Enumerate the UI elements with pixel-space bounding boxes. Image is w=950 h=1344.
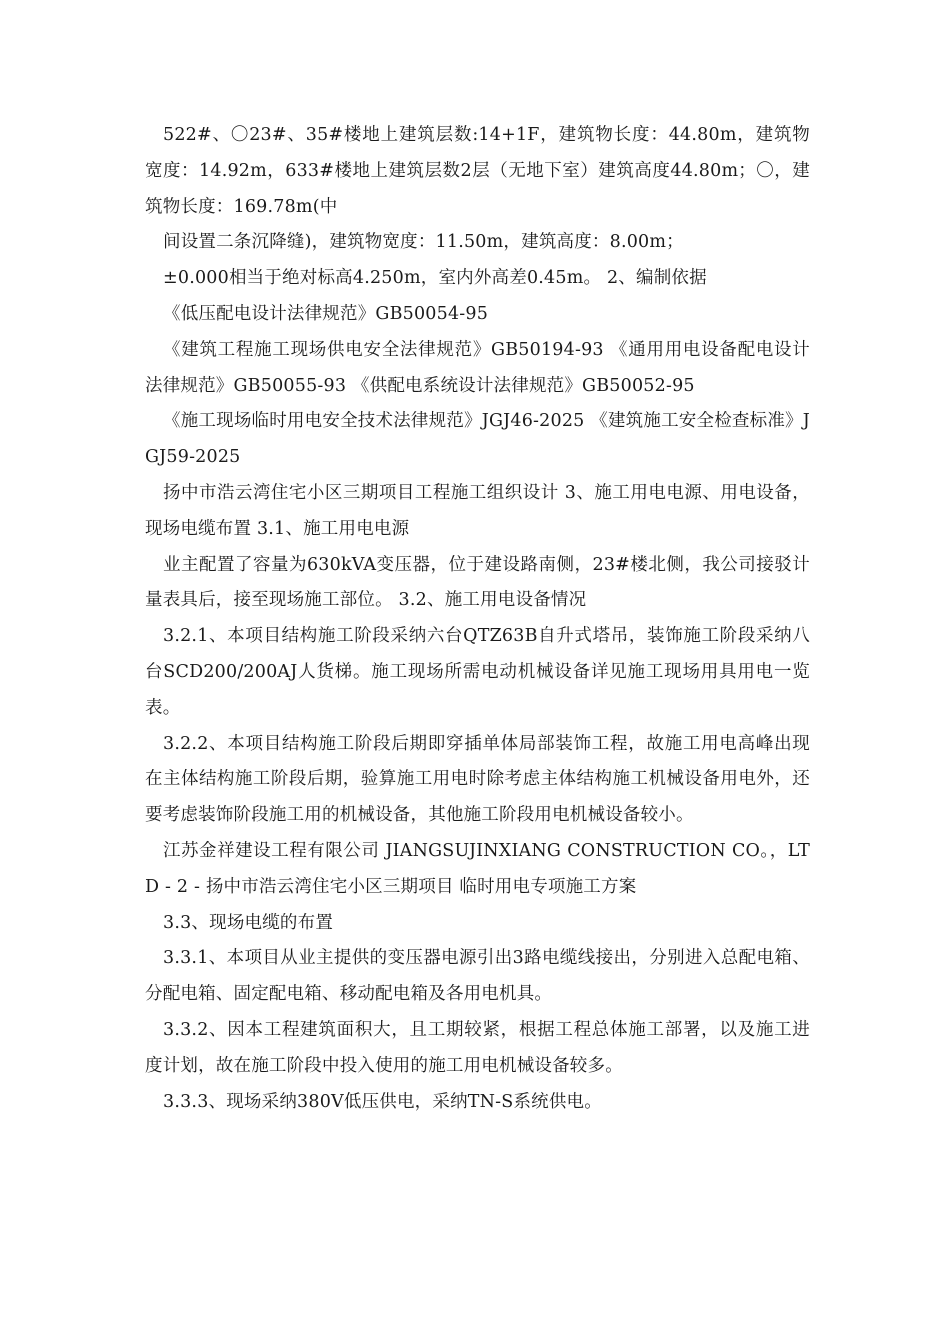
paragraph-3-3-heading: 3.3、现场电缆的布置 xyxy=(163,912,334,933)
paragraph-project-overview: 522#、〇23#、35#楼地上建筑层数:14+1F，建筑物长度：44.80m，建筑物宽度：14.92m，633#楼地上建筑层数2层（无地下室）建筑高度44.80m；〇，建筑物长度：169.78m(中 xyxy=(145,125,810,217)
paragraph-3-3-2: 3.3.2、因本工程建筑面积大，且工期较紧，根据工程总体施工部署，以及施工进度计划，故在施工阶段中投入使用的施工用电机械设备较多。 xyxy=(145,1019,810,1076)
paragraph-3-2-2: 3.2.2、本项目结构施工阶段后期即穿插单体局部装饰工程，故施工用电高峰出现在主体结构施工阶段后期，验算施工用电时除考虑主体结构施工机械设备用电外，还要考虑装饰阶段施工用的机械设备，其他施工阶段用电机械设备较小。 xyxy=(145,733,810,826)
paragraph-standard-gb50054: 《低压配电设计法律规范》GB50054-95 xyxy=(163,303,489,324)
document-body xyxy=(145,118,810,1120)
paragraph-transformer: 业主配置了容量为630kVA变压器，位于建设路南侧，23#楼北侧，我公司接驳计量表具后，接至现场施工部位。 3.2、施工用电设备情况 xyxy=(145,554,810,611)
paragraph-3-3-3: 3.3.3、现场采纳380V低压供电，采纳TN-S系统供电。 xyxy=(163,1091,602,1112)
paragraph-3-3-1: 3.3.1、本项目从业主提供的变压器电源引出3路电缆线接出，分别进入总配电箱、分配电箱、固定配电箱、移动配电箱及各用电机具。 xyxy=(145,948,810,1005)
paragraph-standards-gb50194: 《建筑工程施工现场供电安全法律规范》GB50194-93 《通用用电设备配电设计法律规范》GB50055-93 《供配电系统设计法律规范》GB50052-95 xyxy=(145,339,810,396)
paragraph-3-2-1: 3.2.1、本项目结构施工阶段采纳六台QTZ63B自升式塔吊，装饰施工阶段采纳八台SCD200/200AJ人货梯。施工现场所需电动机械设备详见施工现场用具用电一览表。 xyxy=(145,626,810,718)
paragraph-page-footer-header: 江苏金祥建设工程有限公司 JIANGSUJINXIANG CONSTRUCTION CO。，LTD - 2 - 扬中市浩云湾住宅小区三期项目 临时用电专项施工方案 xyxy=(145,840,810,897)
paragraph-standards-jgj46: 《施工现场临时用电安全技术法律规范》JGJ46-2025 《建筑施工安全检查标准》JGJ59-2025 xyxy=(145,411,810,468)
paragraph-power-source-heading: 扬中市浩云湾住宅小区三期项目工程施工组织设计 3、施工用电电源、用电设备，现场电缆布置 3.1、施工用电电源 xyxy=(145,482,810,539)
paragraph-settlement-joints: 间设置二条沉降缝)，建筑物宽度：11.50m，建筑高度：8.00m； xyxy=(163,232,684,253)
paragraph-elevation-basis: ±0.000相当于绝对标高4.250m，室内外高差0.45m。 2、编制依据 xyxy=(163,268,707,289)
